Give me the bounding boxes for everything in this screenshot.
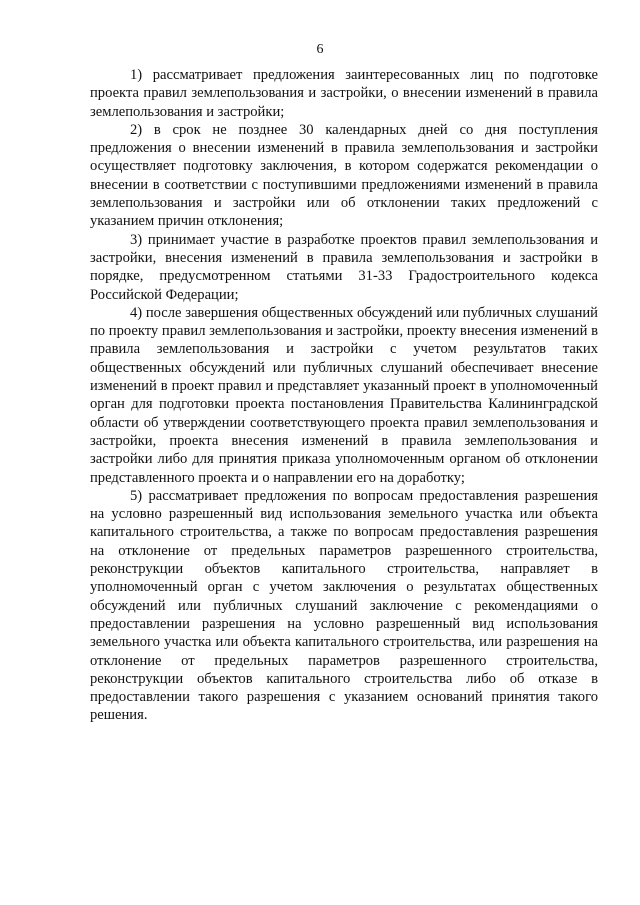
paragraph-item-5: 5) рассматривает предложения по вопросам предоставления разрешения на условно разрешенный вид использования земельного участка или объекта капитального строительства, а также по вопросам предоставления разрешения на отклонение от предельных параметров разрешенного строительства, реконструкции объектов капитального строительства, направляет в уполномоченный орган с учетом заключения о результатах общественных обсуждений или публичных слушаний заключение с рекомендациями о предоставлении разрешения на условно разрешенный вид использования земельного участка или объекта капитального строительства, или разрешения на отклонение от предельных параметров разрешенного строительства, реконструкции объектов капитального строительства либо об отказе в предоставлении такого разрешения с указанием оснований принятия такого решения.: [90, 487, 598, 724]
document-body: [90, 66, 598, 725]
paragraph-item-3: 3) принимает участие в разработке проектов правил землепользования и застройки, внесения изменений в правила землепользования и застройки в порядке, предусмотренном статьями 31-33 Градостроительного кодекса Российской Федерации;: [90, 231, 598, 303]
paragraph-item-1: 1) рассматривает предложения заинтересованных лиц по подготовке проекта правил землепользования и застройки, о внесении изменений в правила землепользования и застройки;: [90, 67, 598, 120]
paragraph-item-2: 2) в срок не позднее 30 календарных дней со дня поступления предложения о внесении изменений в правила землепользования и застройки осуществляет подготовку заключения, в котором содержатся рекомендации о внесении в соответствии с поступившими предложениями изменений в правила землепользования и застройки или об отклонении таких предложений с указанием причин отклонения;: [90, 121, 598, 230]
page-number: 6: [316, 42, 324, 57]
paragraph-item-4: 4) после завершения общественных обсуждений или публичных слушаний по проекту правил землепользования и застройки, проекту внесения изменений в правила землепользования и застройки с учетом результатов таких общественных обсуждений или публичных слушаний обеспечивает внесение изменений в проект правил и представляет указанный проект в уполномоченный орган для подготовки проекта постановления Правительства Калининградской области об утверждении соответствующего проекта правил землепользования и застройки, проекта внесения изменений в правила землепользования и застройки либо для принятия приказа уполномоченным органом об отклонении представленного проекта и о направлении его на доработку;: [90, 304, 598, 486]
